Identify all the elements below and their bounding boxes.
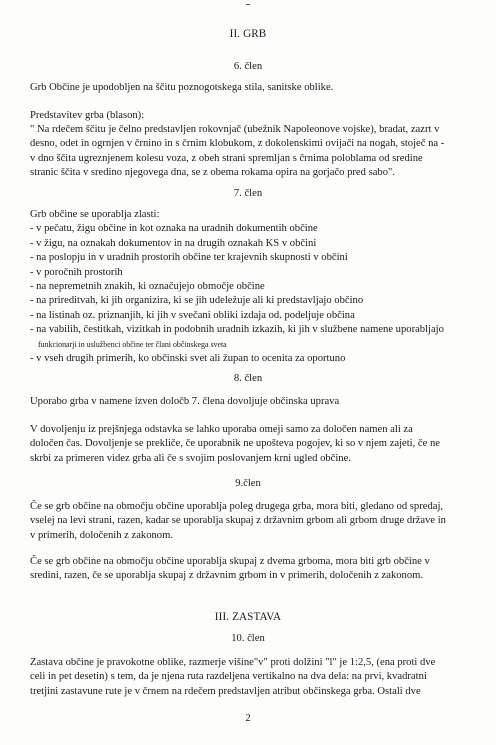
blason-line: stranic ščita v sredino njegovega dna, se z obema rokama opira na gorjačo pred sabo". — [30, 167, 395, 179]
paragraph-line: v primerih, določenih z zakonom. — [30, 529, 173, 541]
paragraph-line: Če se grb občine na območju občine uporablja poleg drugega grba, mora biti, gledano od spredaj, — [30, 501, 444, 512]
article-heading-7: 7. člen — [233, 188, 263, 199]
paragraph-line: tretjini zastavune rute je v črnem na rdečem predstavljen atribut občinskega grba. Ostali dve — [30, 685, 421, 697]
article-8-paragraph-1: Uporabo grba v namene izven določb 7. člena dovoljuje občinska uprava — [30, 396, 340, 407]
article-9-paragraph-2 — [30, 555, 476, 584]
list-item: - v poročnih prostorih — [30, 266, 123, 278]
paragraph-line: Če se grb občine na območju občine uporablja skupaj z dvema grboma, mora biti grb občine v — [30, 556, 430, 567]
section-title-grb: II. GRB — [229, 28, 267, 40]
list-item: - na poslopju in v uradnih prostorih občine ter krajevnih skupnosti v občini — [30, 252, 348, 264]
article-8-paragraph-2 — [30, 423, 476, 466]
blason-line: v dno ščita ugreznjenem kolesu voza, z obeh strani spremljan s črnima poloblama od sredine — [30, 152, 423, 164]
list-item: - na nepremetnih znakih, ki označujejo območje občine — [30, 281, 265, 293]
list-item: - v vseh drugih primerih, ko občinski svet ali župan to ocenita za oportuno — [30, 353, 346, 365]
list-item: - v pečatu, žigu občine in kot oznaka na uradnih dokumentih občine — [30, 223, 318, 235]
blason-line: " Na rdečem ščitu je čelno predstavljen rokovnjač (ubežnik Napoleonove vojske), bradat, zazrt v — [30, 124, 440, 135]
paragraph-line: skrbi za primeren videz grba ali če s svojim poslovanjem krni ugled občine. — [30, 452, 351, 464]
scan-mark — [246, 4, 250, 5]
article-6-paragraph: Grb Občine je upodobljen na ščitu poznogotskega stila, sanitske oblike. — [30, 82, 334, 93]
blason-text — [30, 123, 476, 181]
list-item: - na prireditvah, ki jih organizira, ki se jih udeležuje ali ki predstavljajo občino — [30, 295, 364, 307]
article-7-list — [30, 208, 476, 366]
article-heading-8: 8. člen — [233, 373, 263, 384]
paragraph-line: sredini, razen, če se uporablja skupaj z državnim grbom in v primerih, določenih z zakonom. — [30, 570, 424, 582]
list-item: - na vabilih, čestitkah, vizitkah in podobnih uradnih izkazih, ki jih v službene namene uporabljajo — [30, 324, 444, 336]
list-item: - v žigu, na oznakah dokumentov in na drugih oznakah KS v občini — [30, 237, 317, 249]
list-intro: Grb občine se uporablja zlasti: — [30, 209, 160, 220]
blason-line: desno, odet in ogrnjen v črnino in s črnim klobukom, z dokolenskimi ovijači na nogah, stoječ na - — [30, 138, 445, 150]
section-title-zastava: III. ZASTAVA — [214, 611, 282, 623]
paragraph-line: vselej na levi strani, razen, kadar se uporablja skupaj z državnim grbom ali grbom druge države in — [30, 515, 446, 527]
blason-label: Predstavitev grba (blason): — [30, 110, 145, 121]
list-item: - na listinah oz. priznanjih, ki jih v svečani obliki izdaja od. podeljuje občina — [30, 309, 355, 321]
article-heading-10: 10. člen — [231, 633, 265, 644]
article-10-paragraph — [30, 656, 476, 699]
article-heading-9: 9.člen — [235, 478, 261, 489]
paragraph-line: V dovoljenju iz prejšnjega odstavka se lahko uporaba omeji samo za določen namen ali za — [30, 424, 413, 435]
page-number: 2 — [245, 713, 251, 724]
list-item-continuation: funkcionarji in uslužbenci občine ter člani občinskega sveta — [38, 339, 227, 349]
paragraph-line: določen čas. Dovoljenje se prekliče, če uporabnik ne upošteva pogojev, ki so v njem zajeti, če ne — [30, 438, 440, 450]
paragraph-line: celi in pet desetin) s tem, da je njena ruta razdeljena vertikalno na dva dela: na prvi, kvadratni — [30, 671, 427, 683]
article-9-paragraph-1 — [30, 500, 476, 543]
paragraph-line: Zastava občine je pravokotne oblike, razmerje višine"v" proti dolžini "l" je 1:2,5, (ena proti dve — [30, 657, 436, 668]
article-heading-6: 6. člen — [233, 61, 263, 72]
